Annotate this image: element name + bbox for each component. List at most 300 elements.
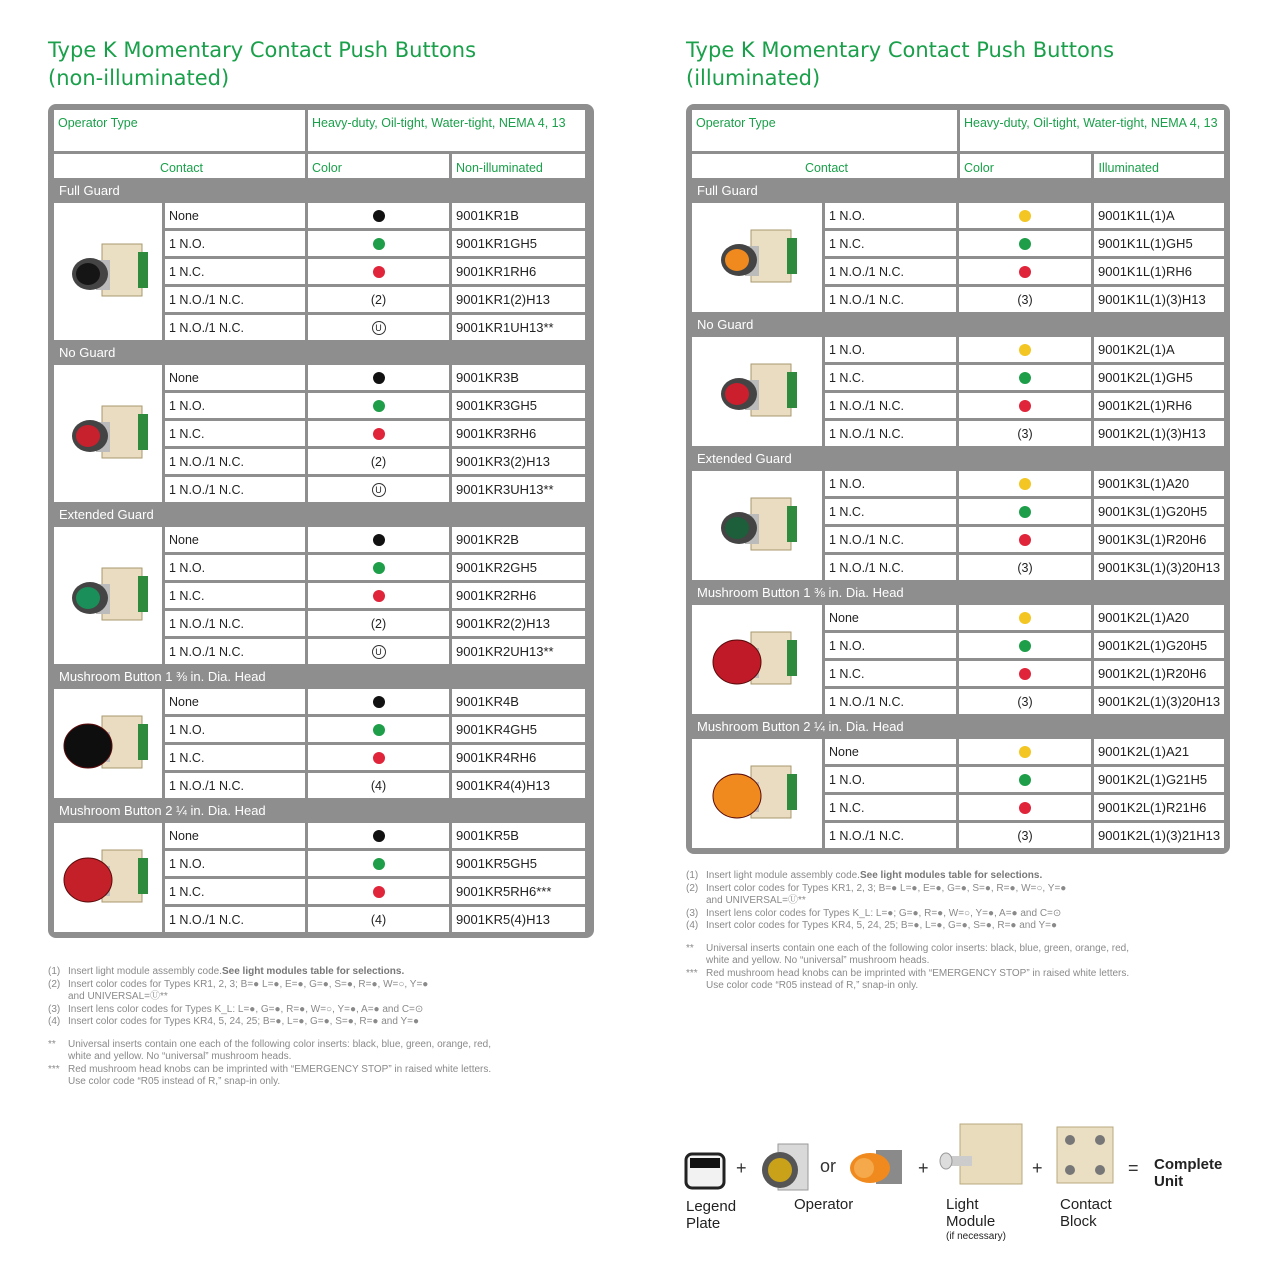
contact-cell: 1 N.O./1 N.C.	[825, 287, 956, 312]
color-cell	[959, 633, 1091, 658]
section-header: Mushroom Button 1 ⅜ in. Dia. Head	[692, 580, 1224, 605]
contact-cell: 1 N.O./1 N.C.	[825, 393, 956, 418]
contact-cell: 1 N.O./1 N.C.	[165, 449, 305, 474]
table-row	[825, 795, 1224, 820]
catalog-number-cell: 9001KR3RH6	[452, 421, 585, 446]
catalog-number-cell: 9001KR3UH13**	[452, 477, 585, 502]
light-module-image	[938, 1122, 1028, 1188]
color-cell	[308, 879, 449, 904]
footnote-text: Insert color codes for Types KR4, 5, 24, 25; B=●, L=●, G=●, S=●, R=● and Y=●	[706, 920, 1058, 931]
color-cell	[959, 499, 1091, 524]
catalog-column-header: Illuminated	[1094, 154, 1224, 178]
color-cell	[308, 583, 449, 608]
table-row	[165, 449, 585, 474]
catalog-number-cell: 9001K1L(1)GH5	[1094, 231, 1224, 256]
green-dot-icon	[373, 238, 385, 250]
section-group	[54, 823, 588, 932]
black-dot-icon	[373, 372, 385, 384]
catalog-number-cell: 9001KR3B	[452, 365, 585, 390]
universal-icon: U	[372, 483, 386, 497]
footnote-text: white and yellow. No “universal” mushroom heads.	[68, 1051, 292, 1062]
footnote-marker: (2)	[686, 882, 699, 894]
plus-1: +	[736, 1158, 747, 1178]
push-button-image	[54, 527, 162, 664]
catalog-number-cell: 9001K3L(1)R20H6	[1094, 527, 1224, 552]
green-dot-icon	[373, 858, 385, 870]
contact-cell: None	[825, 605, 956, 630]
table-row	[825, 767, 1224, 792]
table-row	[165, 527, 585, 552]
footnote-text: Insert lens color codes for Types K_L: L=●, G=●, R=●, W=○, Y=●, A=● and C=⊙	[68, 1003, 424, 1015]
contact-block-image	[1054, 1124, 1116, 1186]
footnote-text: Insert color codes for Types KR4, 5, 24, 25; B=●, L=●, G=●, S=●, R=● and Y=●	[68, 1016, 420, 1027]
color-cell	[308, 745, 449, 770]
catalog-number-cell: 9001KR5B	[452, 823, 585, 848]
section-header: Mushroom Button 2 ¼ in. Dia. Head	[54, 798, 588, 823]
green-dot-icon	[1019, 506, 1031, 518]
color-code-text: (3)	[1017, 426, 1033, 441]
table-row	[825, 203, 1224, 228]
footnote-marker: ***	[686, 967, 698, 979]
table-row	[825, 259, 1224, 284]
catalog-number-cell: 9001K1L(1)A	[1094, 203, 1224, 228]
section-group	[54, 365, 588, 502]
green-dot-icon	[373, 724, 385, 736]
footnote-text: Insert color codes for Types KR1, 2, 3; B=● L=●, E=●, G=●, S=●, R=●, W=○, Y=●	[68, 978, 429, 990]
catalog-number-cell: 9001KR1B	[452, 203, 585, 228]
contact-cell: 1 N.O.	[165, 851, 305, 876]
red-dot-icon	[373, 590, 385, 602]
color-cell	[308, 527, 449, 552]
footnote-text: Insert light module assembly code.	[68, 966, 222, 977]
color-cell	[308, 907, 449, 932]
color-column-header: Color	[308, 154, 449, 178]
push-button-image	[54, 365, 162, 502]
footnote-marker: (2)	[48, 978, 61, 990]
footnote-marker	[48, 1076, 68, 1089]
contact-cell: 1 N.C.	[825, 661, 956, 686]
contact-cell: 1 N.O.	[825, 203, 956, 228]
push-button-image	[692, 203, 822, 312]
table-row	[825, 337, 1224, 362]
color-cell	[308, 639, 449, 664]
color-cell	[308, 259, 449, 284]
green-dot-icon	[1019, 640, 1031, 652]
footnote	[48, 1004, 608, 1017]
contact-cell: None	[165, 823, 305, 848]
section-group	[54, 203, 588, 340]
push-button-icon	[709, 350, 805, 434]
table-row	[165, 393, 585, 418]
footnote	[48, 1064, 608, 1077]
catalog-number-cell: 9001KR2RH6	[452, 583, 585, 608]
color-cell	[959, 795, 1091, 820]
footnote-text: white and yellow. No “universal” mushroom heads.	[706, 955, 930, 966]
contact-cell: 1 N.O./1 N.C.	[165, 639, 305, 664]
yellow-dot-icon	[1019, 210, 1031, 222]
catalog-number-cell: 9001KR4GH5	[452, 717, 585, 742]
footnote-marker: (1)	[48, 966, 61, 977]
equals-sign: =	[1128, 1158, 1139, 1178]
color-cell	[308, 477, 449, 502]
operator-type-header	[692, 110, 1224, 151]
catalog-number-cell: 9001K3L(1)A20	[1094, 471, 1224, 496]
catalog-number-cell: 9001KR2(2)H13	[452, 611, 585, 636]
left-footnotes	[48, 966, 608, 1089]
color-column-header: Color	[960, 154, 1092, 178]
green-dot-icon	[373, 400, 385, 412]
red-dot-icon	[1019, 534, 1031, 546]
catalog-number-cell: 9001K1L(1)RH6	[1094, 259, 1224, 284]
table-row	[825, 605, 1224, 630]
push-button-image	[54, 689, 162, 798]
table-row	[165, 259, 585, 284]
push-button-icon	[709, 484, 805, 568]
footnote	[48, 1039, 608, 1052]
green-dot-icon	[1019, 372, 1031, 384]
contact-column-header: Contact	[54, 154, 305, 178]
footnote-text: Universal inserts contain one each of the following color inserts: black, blue, green, orange, red,	[68, 1038, 492, 1050]
catalog-number-cell: 9001KR5RH6***	[452, 879, 585, 904]
table-row	[825, 471, 1224, 496]
push-button-icon	[709, 618, 805, 702]
table-row	[825, 499, 1224, 524]
color-cell	[959, 661, 1091, 686]
footnote	[686, 943, 1246, 956]
push-button-icon	[60, 554, 156, 638]
color-cell	[959, 287, 1091, 312]
contact-cell: 1 N.O./1 N.C.	[825, 689, 956, 714]
table-row	[165, 421, 585, 446]
footnote-text: Insert lens color codes for Types K_L: L=●; G=●, R=●, W=○, Y=●, A=● and C=⊙	[706, 907, 1062, 919]
catalog-number-cell: 9001K2L(1)(3)20H13	[1094, 689, 1224, 714]
footnote-text: and UNIVERSAL=Ⓤ**	[68, 991, 168, 1002]
table-row	[825, 393, 1224, 418]
push-button-image	[692, 337, 822, 446]
green-dot-icon	[1019, 238, 1031, 250]
column-header-row	[54, 154, 588, 178]
footnote-emphasis: See light modules table for selections.	[859, 870, 1043, 881]
color-cell	[959, 767, 1091, 792]
color-cell	[308, 231, 449, 256]
footnote	[48, 1051, 608, 1064]
red-dot-icon	[1019, 802, 1031, 814]
color-cell	[959, 393, 1091, 418]
color-cell	[308, 365, 449, 390]
right-title-line1: Type K Momentary Contact Push Buttons	[686, 38, 1115, 62]
contact-cell: 1 N.O./1 N.C.	[825, 259, 956, 284]
yellow-dot-icon	[1019, 478, 1031, 490]
catalog-number-cell: 9001KR1GH5	[452, 231, 585, 256]
catalog-number-cell: 9001KR2B	[452, 527, 585, 552]
catalog-number-cell: 9001K3L(1)G20H5	[1094, 499, 1224, 524]
catalog-number-cell: 9001K2L(1)R21H6	[1094, 795, 1224, 820]
footnote	[48, 1076, 608, 1089]
footnote-marker: (4)	[686, 920, 699, 931]
operator-type-label: Operator Type	[54, 110, 305, 151]
footnote-text: Red mushroom head knobs can be imprinted with “EMERGENCY STOP” in raised white letters.	[68, 1063, 492, 1075]
table-row	[165, 203, 585, 228]
operator-type-label: Operator Type	[692, 110, 957, 151]
color-cell	[959, 689, 1091, 714]
contact-cell: 1 N.O./1 N.C.	[825, 527, 956, 552]
table-row	[165, 477, 585, 502]
catalog-number-cell: 9001KR2UH13**	[452, 639, 585, 664]
red-dot-icon	[1019, 400, 1031, 412]
color-cell	[308, 555, 449, 580]
footnote-text: and UNIVERSAL=Ⓤ**	[706, 895, 806, 906]
legend-plate-label: Legend Plate	[686, 1198, 737, 1232]
color-cell	[308, 287, 449, 312]
color-code-text: (2)	[370, 292, 387, 307]
catalog-number-cell: 9001KR5(4)H13	[452, 907, 585, 932]
if-necessary-label: (if necessary)	[946, 1231, 1007, 1242]
contact-cell: 1 N.O.	[825, 767, 956, 792]
color-cell	[308, 851, 449, 876]
contact-cell: 1 N.O./1 N.C.	[825, 421, 956, 446]
table-row	[165, 315, 585, 340]
contact-cell: None	[165, 689, 305, 714]
color-cell	[959, 471, 1091, 496]
table-row	[825, 689, 1224, 714]
operator-image-1	[758, 1140, 814, 1196]
footnote-marker: (4)	[48, 1016, 61, 1027]
push-button-icon	[60, 702, 156, 786]
column-header-row	[692, 154, 1224, 178]
section-group	[692, 471, 1224, 580]
right-title	[686, 36, 1246, 92]
footnote-marker: **	[686, 942, 694, 954]
table-row	[165, 287, 585, 312]
catalog-number-cell: 9001K3L(1)(3)20H13	[1094, 555, 1224, 580]
section-group	[54, 527, 588, 664]
section-group	[692, 739, 1224, 848]
table-row	[825, 231, 1224, 256]
light-module-label: Light Module	[946, 1196, 996, 1230]
footnote	[686, 883, 1246, 896]
footnote	[686, 968, 1246, 981]
legend-plate-image	[684, 1150, 726, 1194]
color-cell	[308, 689, 449, 714]
contact-cell: None	[165, 527, 305, 552]
footnote-marker	[686, 955, 706, 968]
black-dot-icon	[373, 210, 385, 222]
section-header: Full Guard	[54, 178, 588, 203]
footnote	[48, 979, 608, 992]
contact-cell: 1 N.C.	[825, 365, 956, 390]
left-title-line1: Type K Momentary Contact Push Buttons	[48, 38, 477, 62]
section-header: Mushroom Button 2 ¼ in. Dia. Head	[692, 714, 1224, 739]
green-dot-icon	[1019, 774, 1031, 786]
catalog-number-cell: 9001KR4(4)H13	[452, 773, 585, 798]
color-code-text: (2)	[370, 454, 387, 469]
catalog-number-cell: 9001KR3GH5	[452, 393, 585, 418]
contact-cell: 1 N.O.	[825, 633, 956, 658]
universal-icon: U	[372, 321, 386, 335]
section-header: Mushroom Button 1 ⅜ in. Dia. Head	[54, 664, 588, 689]
complete-unit-label: Complete Unit	[1154, 1156, 1223, 1190]
contact-cell: 1 N.O./1 N.C.	[165, 611, 305, 636]
footnote-marker	[48, 991, 68, 1004]
footnote-marker	[48, 1051, 68, 1064]
footnote	[48, 1016, 608, 1029]
table-row	[825, 823, 1224, 848]
yellow-dot-icon	[1019, 344, 1031, 356]
footnote-text: Insert color codes for Types KR1, 2, 3; B=● L=●, E=●, G=●, S=●, R=●, W=○, Y=●	[706, 882, 1067, 894]
table-row	[825, 287, 1224, 312]
color-code-text: (4)	[370, 912, 387, 927]
contact-cell: 1 N.C.	[165, 745, 305, 770]
footnote-text: Universal inserts contain one each of the following color inserts: black, blue, green, orange, red,	[706, 942, 1130, 954]
push-button-image	[692, 471, 822, 580]
contact-column-header: Contact	[692, 154, 957, 178]
push-button-icon	[709, 752, 805, 836]
footnote-text: Red mushroom head knobs can be imprinted with “EMERGENCY STOP” in raised white letters.	[706, 967, 1130, 979]
push-button-image	[692, 605, 822, 714]
table-row	[165, 823, 585, 848]
table-row	[165, 365, 585, 390]
color-cell	[308, 823, 449, 848]
table-row	[165, 231, 585, 256]
contact-cell: 1 N.C.	[165, 259, 305, 284]
catalog-number-cell: 9001K1L(1)(3)H13	[1094, 287, 1224, 312]
table-row	[825, 739, 1224, 764]
color-cell	[308, 717, 449, 742]
footnote-marker: **	[48, 1038, 56, 1050]
color-cell	[959, 739, 1091, 764]
footnote-marker: (3)	[686, 907, 699, 919]
table-row	[165, 773, 585, 798]
push-button-icon	[60, 392, 156, 476]
contact-cell: None	[165, 365, 305, 390]
table-row	[165, 555, 585, 580]
footnote-marker: (1)	[686, 870, 699, 881]
color-cell	[308, 773, 449, 798]
table-row	[165, 583, 585, 608]
yellow-dot-icon	[1019, 746, 1031, 758]
color-cell	[308, 203, 449, 228]
footnote-marker: ***	[48, 1063, 60, 1075]
table-row	[825, 555, 1224, 580]
footnote-text: Use color code “R05 instead of R,” snap-in only.	[706, 980, 919, 991]
contact-cell: 1 N.C.	[165, 583, 305, 608]
section-header: Full Guard	[692, 178, 1224, 203]
plus-2: +	[918, 1158, 929, 1178]
color-code-text: (3)	[1017, 694, 1033, 709]
color-cell	[959, 823, 1091, 848]
footnote-marker: (3)	[48, 1003, 61, 1015]
catalog-number-cell: 9001KR4B	[452, 689, 585, 714]
color-cell	[308, 611, 449, 636]
black-dot-icon	[373, 534, 385, 546]
color-code-text: (2)	[370, 616, 387, 631]
or-text: or	[820, 1156, 837, 1176]
catalog-number-cell: 9001KR1(2)H13	[452, 287, 585, 312]
left-title	[48, 36, 608, 92]
color-cell	[959, 231, 1091, 256]
operator-type-value: Heavy-duty, Oil-tight, Water-tight, NEMA 4, 13	[960, 110, 1224, 151]
footnote	[686, 870, 1246, 883]
section-group	[692, 337, 1224, 446]
contact-cell: 1 N.C.	[165, 879, 305, 904]
right-title-line2: (illuminated)	[686, 66, 821, 90]
color-cell	[959, 203, 1091, 228]
color-cell	[959, 337, 1091, 362]
red-dot-icon	[373, 752, 385, 764]
catalog-number-cell: 9001K2L(1)A20	[1094, 605, 1224, 630]
right-column	[686, 36, 1246, 92]
section-header: No Guard	[692, 312, 1224, 337]
operator-type-header	[54, 110, 588, 151]
red-dot-icon	[1019, 266, 1031, 278]
table-row	[825, 421, 1224, 446]
black-dot-icon	[373, 830, 385, 842]
left-title-line2: (non-illuminated)	[48, 66, 230, 90]
contact-cell: 1 N.C.	[825, 499, 956, 524]
footnote	[686, 955, 1246, 968]
catalog-number-cell: 9001K2L(1)(3)H13	[1094, 421, 1224, 446]
catalog-number-cell: 9001KR2GH5	[452, 555, 585, 580]
contact-cell: 1 N.O.	[165, 393, 305, 418]
section-header: Extended Guard	[692, 446, 1224, 471]
color-cell	[959, 605, 1091, 630]
footnote	[686, 920, 1246, 933]
color-cell	[959, 555, 1091, 580]
assembly-diagram	[680, 1120, 1240, 1250]
push-button-image	[54, 203, 162, 340]
section-group	[692, 203, 1224, 312]
catalog-number-cell: 9001KR4RH6	[452, 745, 585, 770]
footnote	[686, 908, 1246, 921]
color-code-text: (3)	[1017, 828, 1033, 843]
catalog-column-header: Non-illuminated	[452, 154, 585, 178]
contact-cell: 1 N.O.	[825, 337, 956, 362]
color-cell	[959, 365, 1091, 390]
contact-cell: None	[825, 739, 956, 764]
section-header: Extended Guard	[54, 502, 588, 527]
contact-cell: 1 N.O./1 N.C.	[825, 823, 956, 848]
table-row	[165, 851, 585, 876]
section-group	[692, 605, 1224, 714]
catalog-number-cell: 9001K2L(1)A21	[1094, 739, 1224, 764]
table-row	[165, 639, 585, 664]
catalog-number-cell: 9001K2L(1)(3)21H13	[1094, 823, 1224, 848]
universal-icon: U	[372, 645, 386, 659]
right-table	[686, 104, 1230, 854]
footnote-emphasis: See light modules table for selections.	[221, 966, 405, 977]
footnote-marker	[686, 980, 706, 993]
catalog-number-cell: 9001KR1RH6	[452, 259, 585, 284]
plus-3: +	[1032, 1158, 1043, 1178]
table-row	[165, 745, 585, 770]
operator-image-2	[846, 1142, 906, 1192]
contact-block-label: Contact Block	[1060, 1196, 1112, 1230]
red-dot-icon	[1019, 668, 1031, 680]
table-row	[165, 907, 585, 932]
color-code-text: (4)	[370, 778, 387, 793]
operator-label: Operator	[794, 1196, 854, 1213]
red-dot-icon	[373, 428, 385, 440]
catalog-number-cell: 9001K2L(1)GH5	[1094, 365, 1224, 390]
catalog-number-cell: 9001KR5GH5	[452, 851, 585, 876]
catalog-number-cell: 9001K2L(1)A	[1094, 337, 1224, 362]
footnote	[686, 895, 1246, 908]
footnote-text: Insert light module assembly code.	[706, 870, 860, 881]
left-column	[48, 36, 608, 92]
footnote-marker	[686, 895, 706, 908]
color-cell	[308, 393, 449, 418]
table-row	[165, 717, 585, 742]
